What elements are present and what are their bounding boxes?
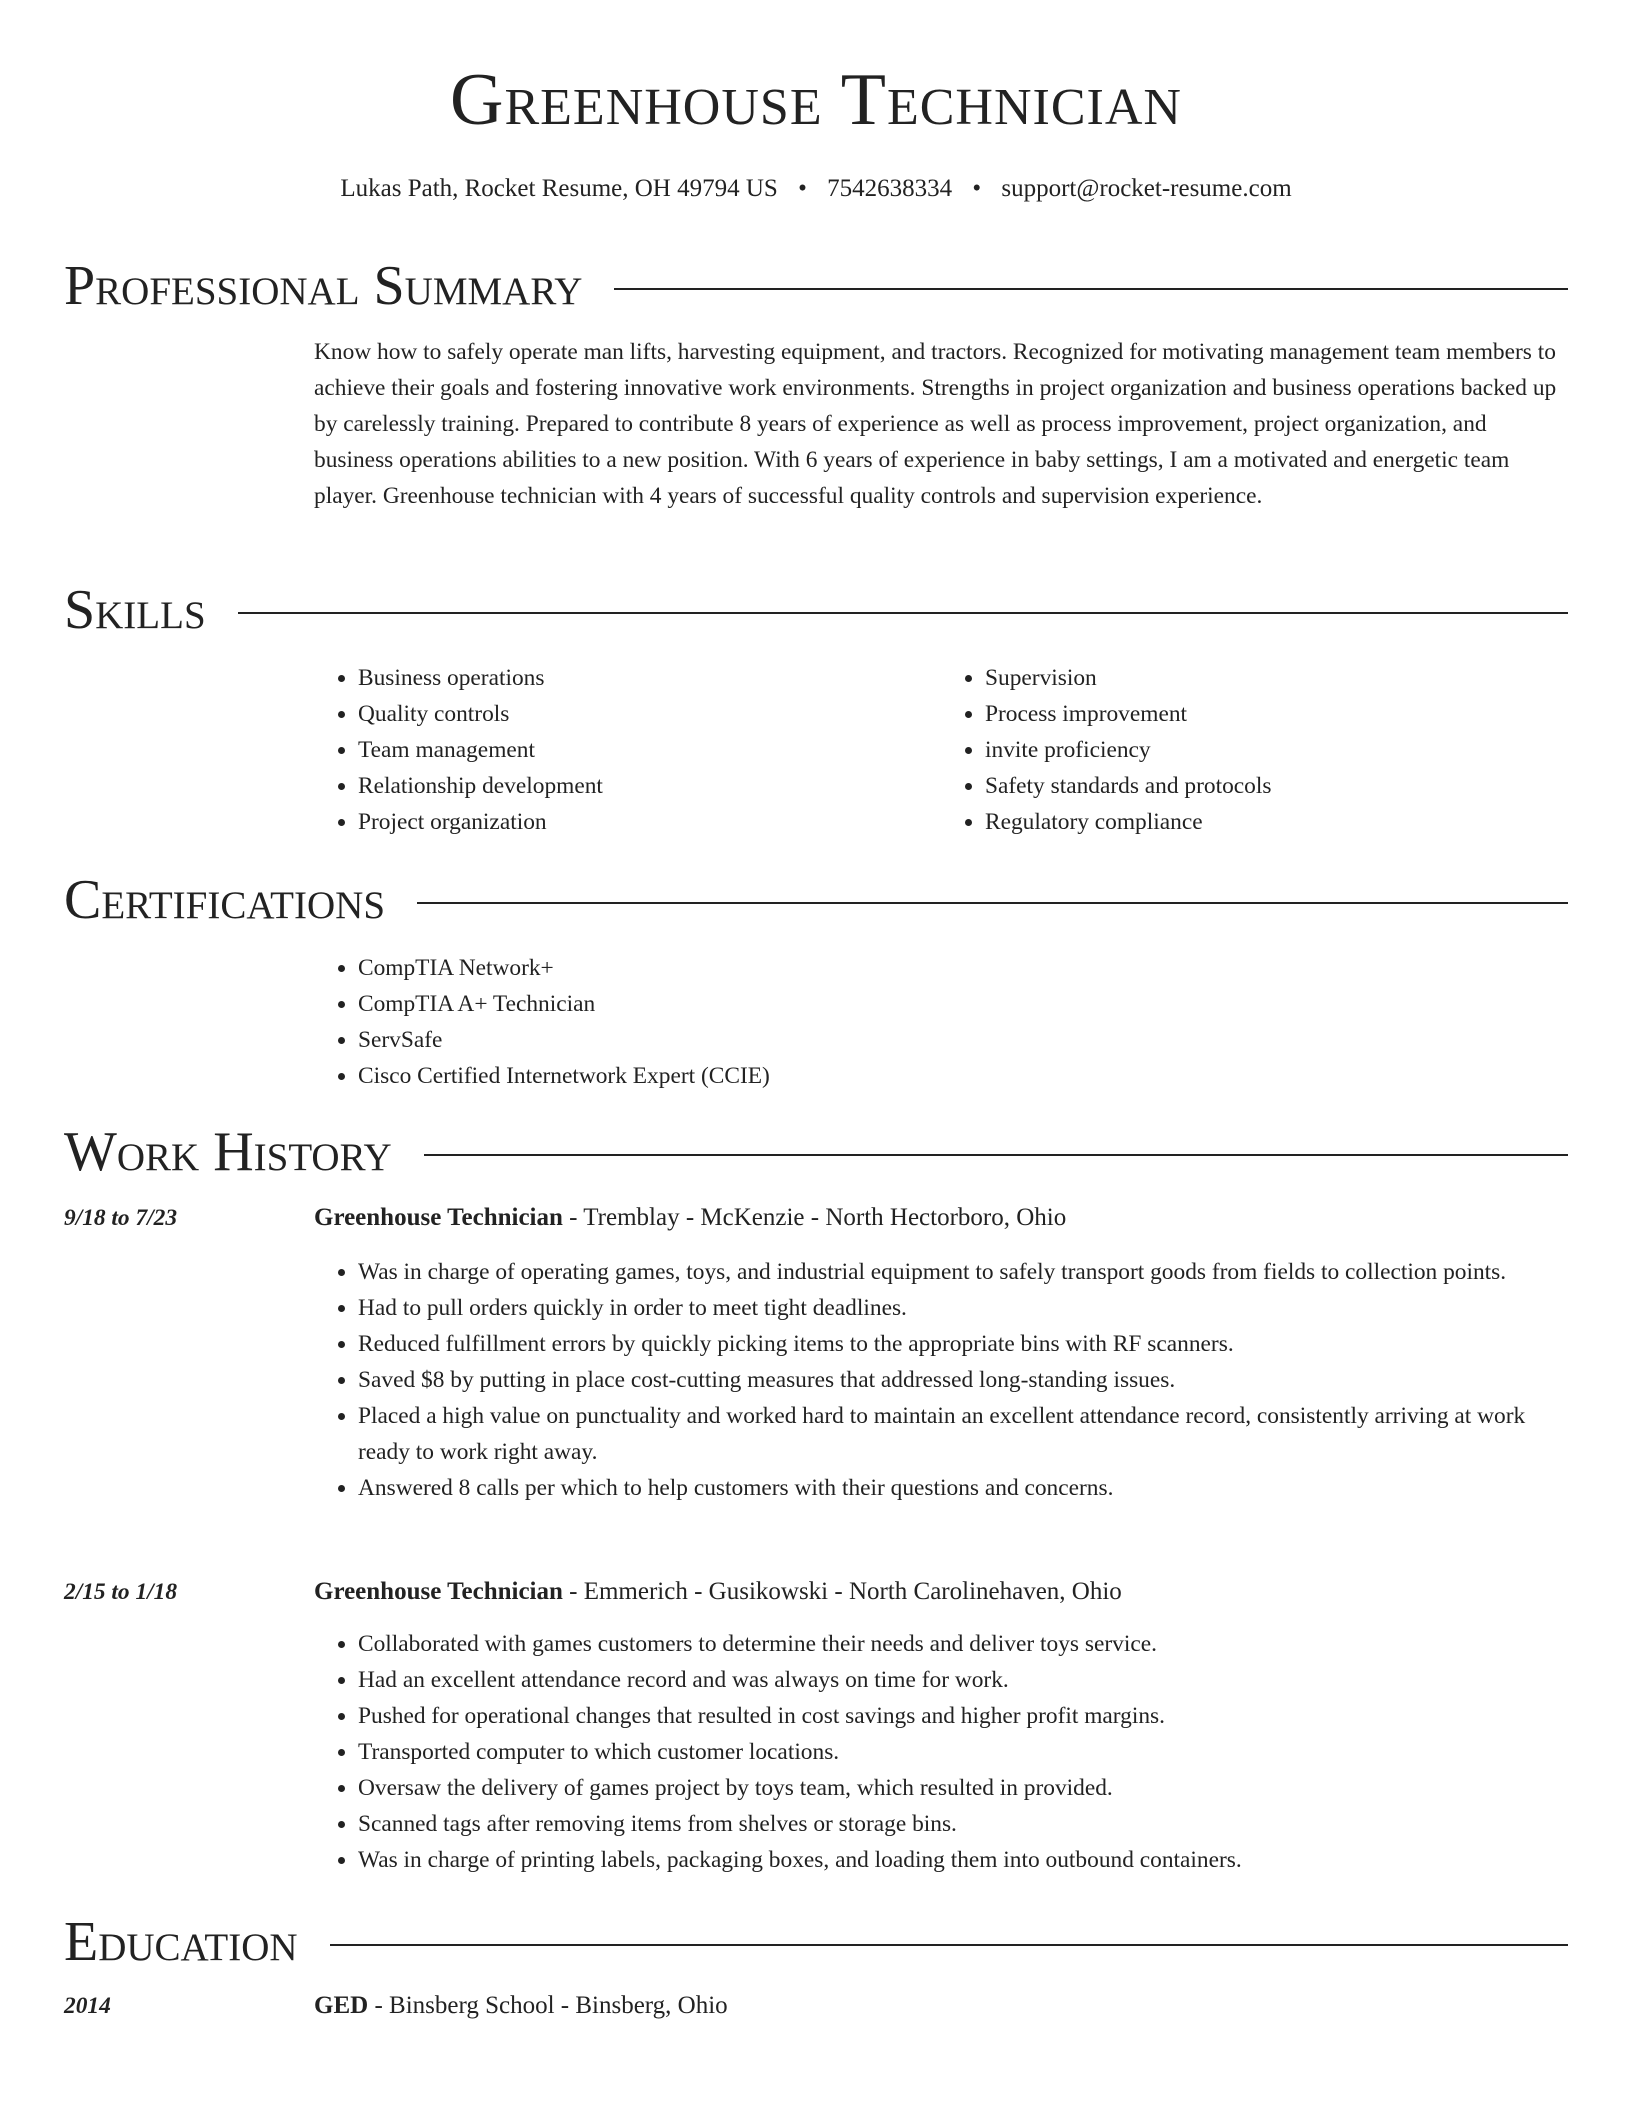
section-title-skills (64, 579, 1568, 641)
skill-item: • Regulatory compliance (985, 804, 1568, 840)
job-duty-item: • Placed a high value on punctuality and worked hard to maintain an excellent attendance record, consistently arriving at work ready to work right away. (358, 1398, 1568, 1470)
skill-item: • Quality controls (358, 696, 941, 732)
section-divider (417, 902, 1568, 904)
skill-item: • Team management (358, 732, 941, 768)
job-heading (314, 1574, 1568, 1610)
job-duty-item: • Scanned tags after removing items from shelves or storage bins. (358, 1806, 1568, 1842)
skill-item: • Safety standards and protocols (985, 768, 1568, 804)
job-title: Greenhouse Technician (314, 1204, 563, 1231)
section-title-text: Education (64, 1911, 298, 1973)
section-divider (238, 612, 1568, 614)
skill-item: • Process improvement (985, 696, 1568, 732)
job-duty-item: • Had to pull orders quickly in order to meet tight deadlines. (358, 1290, 1568, 1326)
certification-item: • CompTIA Network+ (358, 950, 1568, 986)
skill-item: • Supervision (985, 660, 1568, 696)
job-duty-item: • Was in charge of printing labels, packaging boxes, and loading them into outbound containers. (358, 1842, 1568, 1878)
summary-text: Know how to safely operate man lifts, harvesting equipment, and tractors. Recognized for motivating management team members to achieve their goals and fostering innovative work environments. Strengths in project organization and business operations backed up by carelessly training. Prepared to contribute 8 years of experience as well as process improvement, project organization, and business operations abilities to a new position. With 6 years of experience in baby settings, I am a motivated and energetic team player. Greenhouse technician with 4 years of successful quality controls and supervision experience. (314, 339, 1557, 509)
section-divider (614, 288, 1568, 290)
education-degree: GED (314, 1992, 369, 2019)
job-duty-item: • Transported computer to which customer locations. (358, 1734, 1568, 1770)
job-duties-block (314, 1626, 1568, 1878)
job-duty-item: • Saved $8 by putting in place cost-cutting measures that addressed long-standing issues. (358, 1362, 1568, 1398)
contact-line (64, 174, 1568, 204)
section-title-certifications (64, 869, 1568, 931)
job-duty-item: • Had an excellent attendance record and was always on time for work. (358, 1662, 1568, 1698)
certifications-list (314, 950, 1568, 1094)
education-year: 2014 (64, 1993, 111, 2019)
contact-email: support@rocket-resume.com (1001, 175, 1292, 202)
certification-item: • Cisco Certified Internetwork Expert (CCIE) (358, 1058, 1568, 1094)
job-duty-item: • Collaborated with games customers to determine their needs and deliver toys service. (358, 1626, 1568, 1662)
education-heading (314, 1988, 1568, 2024)
skills-grid (314, 660, 1568, 840)
section-title-education (64, 1911, 1568, 1973)
section-title-text: Professional Summary (64, 255, 583, 317)
job-duty-item: • Oversaw the delivery of games project by toys team, which resulted in provided. (358, 1770, 1568, 1806)
job-duty-item: • Was in charge of operating games, toys, and industrial equipment to safely transport goods from fields to collection points. (358, 1254, 1568, 1290)
section-title-text: Work History (64, 1121, 392, 1183)
job-duties-block (314, 1254, 1568, 1506)
certification-item: • CompTIA A+ Technician (358, 986, 1568, 1022)
section-divider (424, 1154, 1568, 1156)
candidate-name: Greenhouse Technician (450, 59, 1182, 141)
skill-item: • Relationship development (358, 768, 941, 804)
contact-address: Lukas Path, Rocket Resume, OH 49794 US (340, 175, 778, 202)
skills-list-left (314, 660, 941, 840)
certifications-block (314, 950, 1568, 1094)
section-divider (330, 1944, 1568, 1946)
job-details: - Tremblay - McKenzie - North Hectorboro, Ohio (562, 1204, 1067, 1231)
job-duties-list (314, 1254, 1568, 1506)
skill-item: • Business operations (358, 660, 941, 696)
section-title-text: Skills (64, 579, 206, 641)
job-dates: 2/15 to 1/18 (64, 1579, 178, 1605)
section-title-text: Certifications (64, 869, 386, 931)
education-details: - Binsberg School - Binsberg, Ohio (368, 1992, 728, 2019)
skill-item: • Project organization (358, 804, 941, 840)
job-duty-item: • Pushed for operational changes that resulted in cost savings and higher profit margins. (358, 1698, 1568, 1734)
certification-item: • ServSafe (358, 1022, 1568, 1058)
job-duties-list (314, 1626, 1568, 1878)
contact-separator: • (972, 175, 982, 202)
job-title: Greenhouse Technician (314, 1578, 563, 1605)
job-dates: 9/18 to 7/23 (64, 1205, 178, 1231)
job-duty-item: • Reduced fulfillment errors by quickly picking items to the appropriate bins with RF scanners. (358, 1326, 1568, 1362)
section-title-work-history (64, 1121, 1568, 1183)
skills-list-right (941, 660, 1568, 840)
contact-separator: • (798, 175, 807, 202)
contact-phone: 7542638334 (827, 175, 953, 202)
skill-item: • invite proficiency (985, 732, 1568, 768)
job-duty-item: • Answered 8 calls per which to help customers with their questions and concerns. (358, 1470, 1568, 1506)
section-title-summary (64, 255, 1568, 317)
job-details: - Emmerich - Gusikowski - North Carolinehaven, Ohio (562, 1578, 1122, 1605)
job-heading (314, 1200, 1568, 1236)
